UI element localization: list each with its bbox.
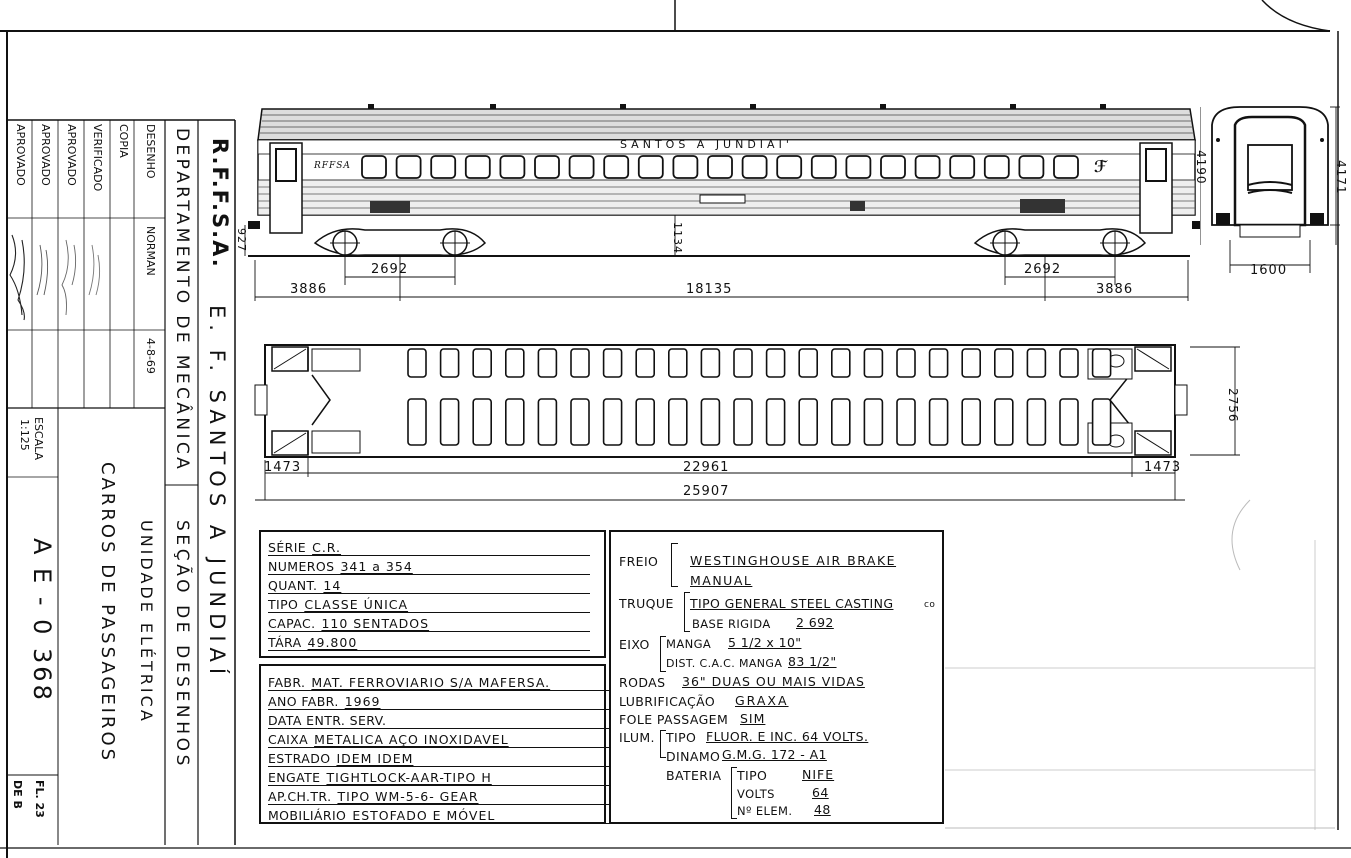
company-name: R.F.F.S.A. (208, 138, 232, 269)
car-window (500, 156, 524, 178)
specs-bottom-underline (268, 823, 610, 824)
seat (799, 349, 817, 377)
specs-bottom-row (268, 675, 550, 690)
specs-bottom-label: MOBILIÁRIO (268, 808, 347, 823)
car-window (812, 156, 836, 178)
car-window (916, 156, 940, 178)
seat (701, 399, 719, 445)
specs-bottom-row (268, 713, 392, 728)
specs-left-row (268, 578, 341, 593)
freio-value-2: MANUAL (690, 573, 753, 588)
specs-left-label: SÉRIE (268, 540, 307, 555)
specs-left-row (268, 540, 341, 555)
car-window (1019, 156, 1043, 178)
lubrif-value: GRAXA (735, 693, 789, 708)
specs-bottom-label: ESTRADO (268, 751, 331, 766)
specs-left-row (268, 616, 429, 631)
specs-left-underline (268, 650, 590, 651)
specs-bottom-row (268, 770, 492, 785)
role-aprovado-2: APROVADO (39, 124, 52, 186)
specs-left-label: TIPO (268, 597, 299, 612)
specs-bottom-label: ANO FABR. (268, 694, 339, 709)
ilum-label: ILUM. (619, 730, 655, 745)
sheet-label: FL. 23 (33, 780, 46, 818)
specs-bottom-underline (268, 804, 610, 805)
seat (571, 349, 589, 377)
bateria-label: BATERIA (666, 768, 722, 783)
seat (1060, 399, 1078, 445)
car-window (639, 156, 663, 178)
role-copia: COPIA (117, 124, 130, 158)
seat (799, 399, 817, 445)
scale-label: ESCALA (32, 417, 45, 461)
seat (864, 399, 882, 445)
seat (669, 399, 687, 445)
specs-bottom-value: IDEM IDEM (336, 751, 414, 766)
elem-value: 48 (814, 802, 831, 817)
seat (930, 349, 948, 377)
seat (408, 349, 426, 377)
specs-bottom-value: 1969 (344, 694, 381, 709)
specs-bottom-underline (268, 747, 610, 748)
specs-bottom-underline (268, 785, 610, 786)
role-verificado: VERIFICADO (91, 124, 104, 192)
car-window (950, 156, 974, 178)
freio-value-1: WESTINGHOUSE AIR BRAKE (690, 553, 897, 568)
seat (897, 399, 915, 445)
seat (441, 399, 459, 445)
seat (701, 349, 719, 377)
specs-left-label: QUANT. (268, 578, 318, 593)
specs-left-underline (268, 593, 590, 594)
seat (506, 349, 524, 377)
specs-left-value: 14 (323, 578, 342, 593)
sheet-of: DE B (11, 780, 24, 809)
specs-left-row (268, 635, 357, 650)
dinamo-value: G.M.G. 172 - A1 (722, 747, 827, 762)
section-name: SEÇÃO DE DESENHOS (172, 520, 192, 769)
car-window (985, 156, 1009, 178)
specs-left-value: 341 a 354 (340, 559, 413, 574)
specs-bottom-row (268, 694, 381, 709)
specs-bottom-underline (268, 766, 610, 767)
dim-end-left: 1473 (264, 460, 302, 475)
specs-bottom-value: TIGHTLOCK-AAR-TIPO H (326, 770, 492, 785)
seat (995, 349, 1013, 377)
fole-value: SIM (740, 711, 766, 726)
seat (1027, 399, 1045, 445)
rffsa-logo-text: RFFSA (314, 161, 351, 171)
seat (538, 349, 556, 377)
car-window (362, 156, 386, 178)
car-window (881, 156, 905, 178)
specs-bottom-value: METALICA AÇO INOXIDAVEL (314, 732, 509, 747)
ilum-tipo-label: TIPO (666, 730, 697, 745)
specs-bottom-row (268, 808, 495, 823)
seat (538, 399, 556, 445)
truque-tipo: TIPO GENERAL STEEL CASTING (690, 596, 894, 611)
seat (571, 399, 589, 445)
car-window (397, 156, 421, 178)
base-value: 2 692 (796, 615, 834, 630)
specs-bottom-row (268, 751, 413, 766)
specs-left-underline (268, 555, 590, 556)
specs-bottom-label: FABR. (268, 675, 306, 690)
truque-tipo-suffix: co (924, 600, 936, 610)
specs-left-underline (268, 574, 590, 575)
rodas-value: 36" DUAS OU MAIS VIDAS (682, 674, 865, 689)
specs-bottom-row (268, 732, 509, 747)
rodas-label: RODAS (619, 675, 666, 690)
car-plan-view (250, 335, 1250, 510)
car-window (708, 156, 732, 178)
seat (604, 349, 622, 377)
seat (604, 399, 622, 445)
seat (506, 399, 524, 445)
dim-track-gauge: 1600 (1250, 263, 1288, 278)
eixo-label: EIXO (619, 637, 650, 652)
seat (832, 349, 850, 377)
bat-tipo-label: TIPO (737, 768, 768, 783)
seat (1027, 349, 1045, 377)
specs-bottom-value: ESTOFADO E MÓVEL (352, 808, 496, 823)
freio-bracket (671, 543, 678, 587)
car-window (1054, 156, 1078, 178)
seat (767, 399, 785, 445)
drawing-number: A E - 0 368 (28, 538, 56, 703)
freio-label: FREIO (619, 554, 659, 569)
car-window (604, 156, 628, 178)
role-desenho-name: NORMAN (144, 226, 157, 276)
volts-label: VOLTS (737, 787, 775, 801)
seat (636, 399, 654, 445)
seat (897, 349, 915, 377)
dim-width: 2756 (1226, 388, 1240, 423)
specs-bottom-row (268, 789, 479, 804)
dim-total-length: 25907 (683, 484, 730, 499)
specs-bottom-label: ENGATE (268, 770, 321, 785)
seat (962, 399, 980, 445)
car-window (743, 156, 767, 178)
seat (1093, 399, 1111, 445)
dinamo-label: DINAMO (666, 749, 721, 764)
specs-bottom-value: TIPO WM-5-6- GEAR (337, 789, 479, 804)
seat (636, 349, 654, 377)
seat (832, 399, 850, 445)
specs-bottom-label: DATA ENTR. SERV. (268, 713, 387, 728)
dim-height-total: 4171 (1334, 160, 1348, 195)
scale-value: 1:125 (18, 419, 31, 451)
dim-bogie-left: 2692 (371, 262, 409, 277)
seat (734, 399, 752, 445)
base-label: BASE RIGIDA (692, 617, 771, 631)
unit-name: UNIDADE ELÉTRICA (137, 520, 156, 724)
seat (864, 349, 882, 377)
dim-height-end: 4190 (1194, 150, 1208, 185)
specs-left-underline (268, 631, 590, 632)
car-window (673, 156, 697, 178)
specs-left-row (268, 597, 408, 612)
specs-bottom-value: MAT. FERROVIARIO S/A MAFERSA. (311, 675, 551, 690)
dist-label: DIST. C.A.C. MANGA (666, 657, 783, 670)
seat (441, 349, 459, 377)
dim-overhang-right: 3886 (1096, 282, 1134, 297)
seat (473, 349, 491, 377)
manga-label: MANGA (666, 637, 712, 651)
car-window (846, 156, 870, 178)
dim-bogie-centers: 18135 (686, 282, 733, 297)
dim-end-right: 1473 (1144, 460, 1182, 475)
fole-label: FOLE PASSAGEM (619, 712, 729, 727)
specs-bottom-underline (268, 709, 610, 710)
specs-left-label: TÁRA (268, 635, 302, 650)
drawing-subject: CARROS DE PASSAGEIROS (97, 462, 118, 764)
specs-left-value: 110 SENTADOS (321, 616, 430, 631)
specs-left-value: 49.800 (307, 635, 358, 650)
seat (473, 399, 491, 445)
volts-value: 64 (812, 785, 829, 800)
specs-left-value: CLASSE ÚNICA (304, 597, 409, 612)
specs-left-underline (268, 612, 590, 613)
seat (767, 349, 785, 377)
dim-body-length: 22961 (683, 460, 730, 475)
specs-bottom-underline (268, 690, 610, 691)
railway-name: E. F. SANTOS A JUNDIAÍ (205, 305, 229, 681)
role-desenho-date: 4-8-69 (144, 338, 157, 374)
seat (995, 399, 1013, 445)
car-window (777, 156, 801, 178)
specs-bottom-underline (268, 728, 610, 729)
specs-bottom-label: CAIXA (268, 732, 309, 747)
car-lettering: SANTOS A JUNDIAI' (620, 138, 793, 151)
dim-bogie-right: 2692 (1024, 262, 1062, 277)
role-desenho: DESENHO (144, 124, 157, 179)
role-aprovado-3: APROVADO (14, 124, 27, 186)
specs-left-label: NUMEROS (268, 559, 335, 574)
elem-label: Nº ELEM. (737, 804, 793, 818)
bat-tipo-value: NIFE (802, 767, 835, 782)
truque-label: TRUQUE (619, 596, 674, 611)
ilum-tipo-value: FLUOR. E INC. 64 VOLTS. (706, 729, 869, 744)
department-name: DEPARTAMENTO DE MECÂNICA (172, 128, 192, 473)
specs-bottom-label: AP.CH.TR. (268, 789, 332, 804)
seat (408, 399, 426, 445)
specs-left-value: C.R. (312, 540, 342, 555)
seat (1093, 349, 1111, 377)
seat (1060, 349, 1078, 377)
dim-coupler-height: 927 (235, 228, 248, 252)
lubrif-label: LUBRIFICAÇÃO (619, 694, 716, 709)
seat (930, 399, 948, 445)
specs-left-label: CAPAC. (268, 616, 316, 631)
car-window (466, 156, 490, 178)
manga-value: 5 1/2 x 10" (728, 635, 802, 650)
ff-emblem-icon: ℱ (1094, 157, 1107, 176)
car-window (431, 156, 455, 178)
dim-floor-height: 1134 (671, 222, 684, 254)
role-aprovado-1: APROVADO (65, 124, 78, 186)
dim-overhang-left: 3886 (290, 282, 328, 297)
seat (734, 349, 752, 377)
car-window (535, 156, 559, 178)
dist-value: 83 1/2" (788, 654, 837, 669)
car-window (570, 156, 594, 178)
seat (962, 349, 980, 377)
seat (669, 349, 687, 377)
specs-left-row (268, 559, 413, 574)
